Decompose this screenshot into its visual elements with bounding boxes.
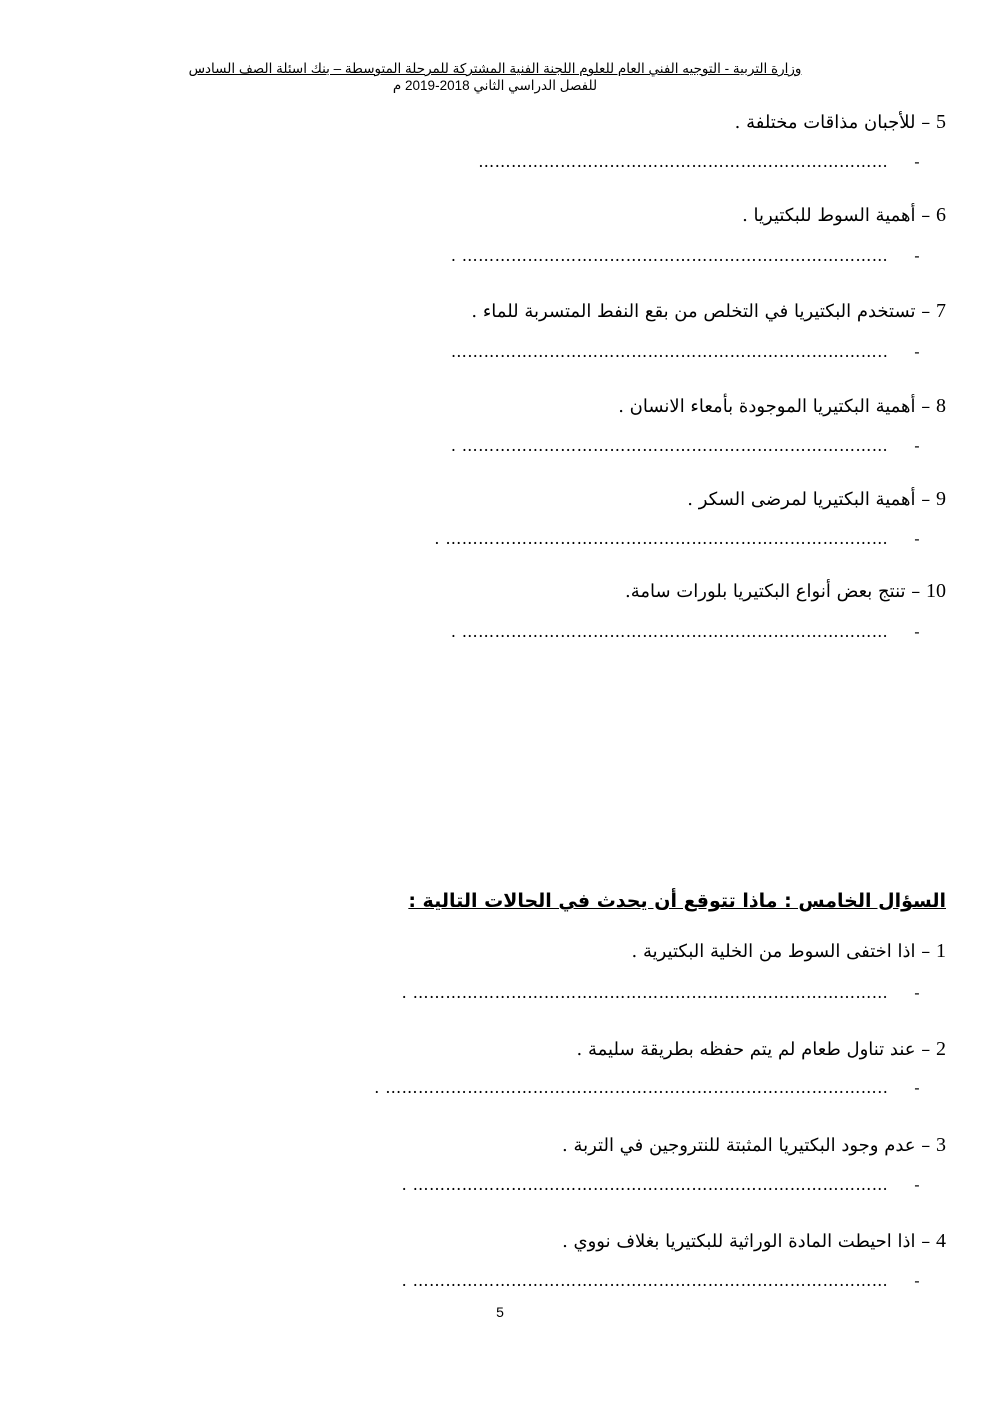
question-item: [246, 939, 946, 964]
answer-line: [374, 1078, 920, 1098]
header-line-1: وزارة التربية - التوجيه الفني العام للعلوم اللجنة الفنية المشتركة للمرحلة المتوسطة – بنك اسئلة الصف السادس: [188, 61, 802, 76]
question-number: 1: [936, 940, 946, 962]
question-number: 6: [936, 204, 946, 226]
header-line-2: للفصل الدراسي الثاني 2018-2019 م: [392, 78, 598, 93]
question-number: 10: [926, 580, 946, 602]
question-number: 8: [936, 395, 946, 417]
question-item: [246, 299, 946, 324]
answer-line: [478, 152, 920, 172]
question-item: [246, 203, 946, 228]
answer-dots: . ………………………………………………………………………: [434, 529, 889, 548]
question-item: [246, 1037, 946, 1062]
question-text: – أهمية السوط للبكتيريا .: [742, 205, 931, 226]
question-number: 3: [936, 1134, 946, 1156]
answer-dots: . ……………………………………………………………………: [450, 246, 889, 265]
question-item: [246, 1229, 946, 1254]
question-text: – تستخدم البكتيريا في التخلص من بقع النفط المتسربة للماء .: [471, 301, 931, 322]
answer-dots: . ………………………………………………………………………………..: [374, 1078, 889, 1097]
question-item: [246, 1133, 946, 1158]
question-item: [246, 579, 946, 604]
answer-dash: -: [914, 246, 920, 265]
page-header: [150, 60, 840, 94]
answer-line: [451, 246, 920, 266]
question-text: – أهمية البكتيريا لمرضى السكر .: [687, 489, 931, 510]
answer-dots: . ……………………………………………………………………: [450, 436, 889, 455]
answer-dash: -: [914, 622, 920, 641]
question-text: – للأجبان مذاقات مختلفة .: [734, 112, 931, 133]
answer-dash: -: [914, 1175, 920, 1194]
answer-dots: . ……………………………………………………………………………: [401, 1175, 889, 1194]
question-item: [246, 394, 946, 419]
answer-dots: . ……………………………………………………………………: [450, 622, 889, 641]
question-text: – أهمية البكتيريا الموجودة بأمعاء الانسان .: [618, 396, 931, 417]
question-text: – تنتج بعض أنواع البكتيريا بلورات سامة.: [625, 581, 921, 602]
question-text: – عند تناول طعام لم يتم حفظه بطريقة سليمة .: [576, 1039, 931, 1060]
answer-line: [402, 1271, 920, 1291]
answer-line: [402, 1175, 920, 1195]
answer-dots: . ……………………………………………………………………………: [401, 983, 889, 1002]
answer-dots: . ……………………………………………………………………………: [401, 1271, 889, 1290]
question-number: 2: [936, 1038, 946, 1060]
answer-dots: …………………………………………………………………: [478, 152, 889, 171]
answer-line: [451, 342, 920, 362]
answer-dash: -: [914, 529, 920, 548]
answer-dash: -: [914, 342, 920, 361]
section-title: السؤال الخامس : ماذا تتوقع أن يحدث في الحالات التالية :: [408, 890, 946, 912]
answer-dash: -: [914, 1078, 920, 1097]
question-number: 9: [936, 488, 946, 510]
page-number: 5: [496, 1304, 504, 1320]
question-number: 4: [936, 1230, 946, 1252]
question-item: [246, 487, 946, 512]
answer-dash: -: [914, 983, 920, 1002]
answer-line: [434, 529, 920, 549]
answer-line: [451, 436, 920, 456]
question-text: – اذا اختفى السوط من الخلية البكتيرية .: [631, 941, 931, 962]
answer-dots: ……………………………………………………………………..: [450, 342, 889, 361]
answer-dash: -: [914, 1271, 920, 1290]
answer-line: [451, 622, 920, 642]
answer-dash: -: [914, 152, 920, 171]
question-text: – اذا احيطت المادة الوراثية للبكتيريا بغلاف نووي .: [562, 1231, 931, 1252]
question-number: 7: [936, 300, 946, 322]
answer-dash: -: [914, 436, 920, 455]
question-text: – عدم وجود البكتيريا المثبتة للنتروجين في التربة .: [562, 1135, 931, 1156]
answer-line: [402, 983, 920, 1003]
question-number: 5: [936, 111, 946, 133]
question-item: [246, 110, 946, 135]
